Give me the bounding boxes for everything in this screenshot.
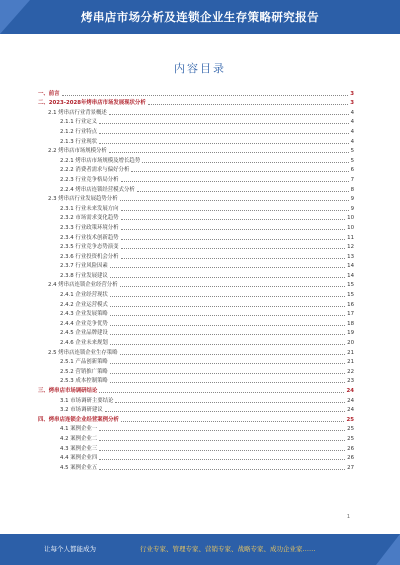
- toc-entry-page: 13: [347, 253, 354, 260]
- toc-entry-label: 2.5.3 成本控制策略: [60, 378, 108, 385]
- toc-entry-page: 25: [346, 416, 354, 423]
- toc-leader-dots: [110, 296, 345, 297]
- toc-entry-label: 2.5 烤串店连锁企业生存策略: [48, 349, 118, 356]
- toc-leader-dots: [121, 258, 346, 259]
- toc-leader-dots: [99, 430, 345, 431]
- toc-entry-label: 2.5.1 产品创新策略: [60, 359, 108, 366]
- toc-entry[interactable]: [38, 347, 354, 357]
- header-bar: [0, 0, 400, 34]
- toc-entry[interactable]: [38, 251, 354, 261]
- toc-entry[interactable]: [38, 443, 354, 453]
- toc-entry-label: 2.5.2 营销推广策略: [60, 368, 108, 375]
- toc-entry-page: 3: [350, 90, 354, 97]
- toc-entry[interactable]: [38, 117, 354, 127]
- toc-entry-page: 23: [347, 378, 354, 385]
- toc-leader-dots: [110, 334, 345, 335]
- toc-entry[interactable]: [38, 433, 354, 443]
- footer-slogan-highlight: 行业专家、管理专家、营销专家、战略专家、成功企业家……: [140, 545, 316, 553]
- toc-entry-page: 4: [350, 128, 354, 135]
- toc-leader-dots: [120, 286, 346, 287]
- toc-entry-page: 25: [347, 426, 354, 433]
- toc-entry-label: 2.3.2 市场需求变化趋势: [60, 215, 119, 222]
- toc-entry[interactable]: [38, 107, 354, 117]
- toc-leader-dots: [99, 450, 345, 451]
- toc-entry[interactable]: [38, 146, 354, 156]
- toc-entry-label: 4.3 案例企业三: [60, 445, 98, 452]
- toc-leader-dots: [110, 382, 345, 383]
- footer-slogan: 让每个人都能成为: [44, 545, 96, 553]
- toc-entry-label: 2.3.1 行业未来发展方向: [60, 205, 119, 212]
- table-of-contents: [38, 88, 354, 472]
- toc-entry-page: 19: [347, 330, 354, 337]
- toc-entry-label: 2.2.3 行业竞争格局分析: [60, 176, 119, 183]
- toc-entry[interactable]: [38, 414, 354, 424]
- toc-leader-dots: [110, 344, 345, 345]
- toc-entry[interactable]: [38, 337, 354, 347]
- toc-entry[interactable]: [38, 289, 354, 299]
- toc-entry-label: 3.2 市场调研建议: [60, 407, 103, 414]
- toc-entry-page: 24: [347, 397, 354, 404]
- toc-entry[interactable]: [38, 453, 354, 463]
- toc-leader-dots: [148, 104, 349, 105]
- toc-entry[interactable]: [38, 242, 354, 252]
- toc-leader-dots: [121, 210, 349, 211]
- toc-entry-page: 6: [350, 167, 354, 174]
- toc-leader-dots: [110, 373, 345, 374]
- toc-entry-page: 14: [347, 272, 354, 279]
- toc-entry-label: 2.1.2 行业特点: [60, 128, 97, 135]
- toc-entry-page: 25: [347, 435, 354, 442]
- toc-entry-page: 18: [347, 320, 354, 327]
- toc-entry-page: 27: [347, 464, 354, 471]
- toc-entry-label: 2.2.4 烤串店连锁经营模式分析: [60, 186, 135, 193]
- toc-entry-page: 8: [350, 186, 354, 193]
- toc-entry-page: 17: [347, 311, 354, 318]
- toc-entry-page: 24: [346, 388, 354, 394]
- toc-entry[interactable]: [38, 366, 354, 376]
- toc-entry[interactable]: [38, 309, 354, 319]
- toc-entry[interactable]: [38, 222, 354, 232]
- toc-entry-page: 4: [350, 109, 354, 116]
- page-number: 1: [346, 514, 350, 520]
- toc-leader-dots: [105, 411, 346, 412]
- toc-title: 内容目录: [174, 62, 226, 75]
- toc-entry-label: 2.4.5 企业品牌建设: [60, 330, 108, 337]
- toc-entry-label: 三、烤串店市场调研结论: [38, 388, 98, 394]
- toc-entry[interactable]: [38, 88, 354, 98]
- toc-leader-dots: [99, 143, 349, 144]
- toc-entry-label: 2.2 烤串店市场规模分析: [48, 148, 107, 155]
- toc-entry-page: 9: [350, 205, 354, 212]
- report-title: 烤串店市场分析及连锁企业生存策略研究报告: [81, 10, 319, 24]
- toc-entry[interactable]: [38, 126, 354, 136]
- toc-entry[interactable]: [38, 270, 354, 280]
- toc-entry-page: 11: [347, 234, 354, 241]
- toc-leader-dots: [99, 392, 344, 393]
- toc-leader-dots: [131, 171, 348, 172]
- toc-entry[interactable]: [38, 194, 354, 204]
- toc-leader-dots: [99, 133, 349, 134]
- toc-entry-page: 26: [347, 455, 354, 462]
- toc-entry-page: 3: [350, 100, 354, 107]
- toc-entry-page: 5: [350, 157, 354, 164]
- toc-leader-dots: [120, 200, 349, 201]
- toc-entry[interactable]: [38, 174, 354, 184]
- toc-entry[interactable]: [38, 213, 354, 223]
- toc-entry-page: 26: [347, 445, 354, 452]
- toc-entry-label: 4.1 案例企业一: [60, 426, 98, 433]
- toc-entry-page: 16: [347, 301, 354, 308]
- toc-entry-label: 4.4 案例企业四: [60, 455, 98, 462]
- toc-leader-dots: [120, 354, 346, 355]
- toc-entry[interactable]: [38, 184, 354, 194]
- toc-entry-label: 3.1 市场调研主要结论: [60, 397, 114, 404]
- toc-entry-label: 2.2.2 消费者需求与偏好分析: [60, 167, 130, 174]
- toc-entry-label: 2.1.1 行业定义: [60, 119, 97, 126]
- toc-entry-label: 2.3.8 行业发展建议: [60, 272, 108, 279]
- toc-entry-label: 2.1.3 行业现状: [60, 138, 97, 145]
- toc-entry-label: 2.3.7 行业风险因素: [60, 263, 108, 270]
- toc-entry-label: 2.3 烤串店行业发展趋势分析: [48, 196, 118, 203]
- toc-entry-page: 20: [347, 340, 354, 347]
- toc-leader-dots: [62, 95, 349, 96]
- toc-entry[interactable]: [38, 98, 354, 108]
- toc-entry[interactable]: [38, 155, 354, 165]
- toc-entry[interactable]: [38, 424, 354, 434]
- toc-entry[interactable]: [38, 299, 354, 309]
- toc-leader-dots: [121, 181, 349, 182]
- toc-leader-dots: [142, 162, 348, 163]
- toc-entry-page: 5: [350, 148, 354, 155]
- toc-entry-page: 9: [350, 196, 354, 203]
- toc-entry-label: 2.4 烤串店连锁企业经营分析: [48, 282, 118, 289]
- toc-entry[interactable]: [38, 395, 354, 405]
- toc-entry-label: 二、2023-2028年烤串店市场发展现状分析: [38, 100, 146, 107]
- toc-entry-label: 2.3.6 行业投资机会分析: [60, 253, 119, 260]
- toc-leader-dots: [121, 219, 346, 220]
- toc-leader-dots: [110, 315, 345, 316]
- footer-bar: [0, 534, 400, 565]
- toc-entry[interactable]: [38, 328, 354, 338]
- toc-entry-label: 2.3.3 行业政策环境分析: [60, 224, 119, 231]
- toc-leader-dots: [110, 267, 345, 268]
- toc-leader-dots: [99, 469, 345, 470]
- toc-entry-label: 2.4.4 企业竞争优势: [60, 320, 108, 327]
- toc-leader-dots: [121, 421, 345, 422]
- toc-entry-page: 15: [347, 292, 354, 299]
- toc-entry-label: 一、前言: [38, 90, 60, 97]
- toc-leader-dots: [137, 191, 349, 192]
- toc-entry-label: 2.4.6 企业未来规划: [60, 340, 108, 347]
- toc-entry-page: 10: [347, 224, 354, 231]
- toc-entry-label: 2.1 烤串店行业背景概述: [48, 109, 107, 116]
- footer-stripe-decoration: [376, 534, 400, 565]
- toc-entry-page: 12: [347, 244, 354, 251]
- toc-entry-page: 4: [350, 119, 354, 126]
- toc-leader-dots: [110, 306, 345, 307]
- toc-entry[interactable]: [38, 203, 354, 213]
- toc-entry-page: 7: [350, 176, 354, 183]
- toc-entry[interactable]: [38, 232, 354, 242]
- toc-leader-dots: [121, 239, 346, 240]
- toc-leader-dots: [109, 152, 349, 153]
- toc-leader-dots: [110, 277, 345, 278]
- toc-leader-dots: [99, 459, 345, 460]
- toc-entry-page: 14: [347, 263, 354, 270]
- toc-leader-dots: [121, 248, 346, 249]
- toc-entry-label: 2.3.5 行业竞争态势演变: [60, 244, 119, 251]
- toc-entry-page: 4: [350, 138, 354, 145]
- toc-entry-label: 2.4.2 企业运营模式: [60, 301, 108, 308]
- toc-entry-page: 21: [347, 359, 354, 366]
- toc-leader-dots: [121, 229, 346, 230]
- toc-entry-label: 2.3.4 行业技术创新趋势: [60, 234, 119, 241]
- toc-entry-label: 4.5 案例企业五: [60, 464, 98, 471]
- toc-entry-label: 2.4.1 企业经营现状: [60, 292, 108, 299]
- toc-entry[interactable]: [38, 280, 354, 290]
- toc-entry[interactable]: [38, 357, 354, 367]
- toc-entry-page: 22: [347, 368, 354, 375]
- toc-entry[interactable]: [38, 165, 354, 175]
- toc-entry-label: 四、烤串店连锁企业经营案例分析: [38, 416, 119, 423]
- toc-entry[interactable]: [38, 261, 354, 271]
- toc-entry-page: 24: [347, 407, 354, 414]
- toc-leader-dots: [109, 114, 349, 115]
- toc-leader-dots: [99, 123, 349, 124]
- toc-entry[interactable]: [38, 136, 354, 146]
- toc-leader-dots: [99, 440, 345, 441]
- toc-leader-dots: [110, 363, 345, 364]
- toc-entry[interactable]: [38, 376, 354, 386]
- toc-entry-page: 10: [347, 215, 354, 222]
- toc-leader-dots: [115, 402, 345, 403]
- toc-leader-dots: [110, 325, 345, 326]
- toc-entry[interactable]: [38, 462, 354, 472]
- toc-entry-page: 15: [347, 282, 354, 289]
- toc-entry[interactable]: [38, 318, 354, 328]
- toc-entry-label: 4.2 案例企业二: [60, 435, 98, 442]
- toc-entry-label: 2.4.3 企业发展策略: [60, 311, 108, 318]
- toc-entry[interactable]: [38, 405, 354, 415]
- toc-entry-page: 21: [347, 349, 354, 356]
- toc-entry-label: 2.2.1 烤串店市场规模及增长趋势: [60, 157, 141, 164]
- toc-entry[interactable]: [38, 385, 354, 395]
